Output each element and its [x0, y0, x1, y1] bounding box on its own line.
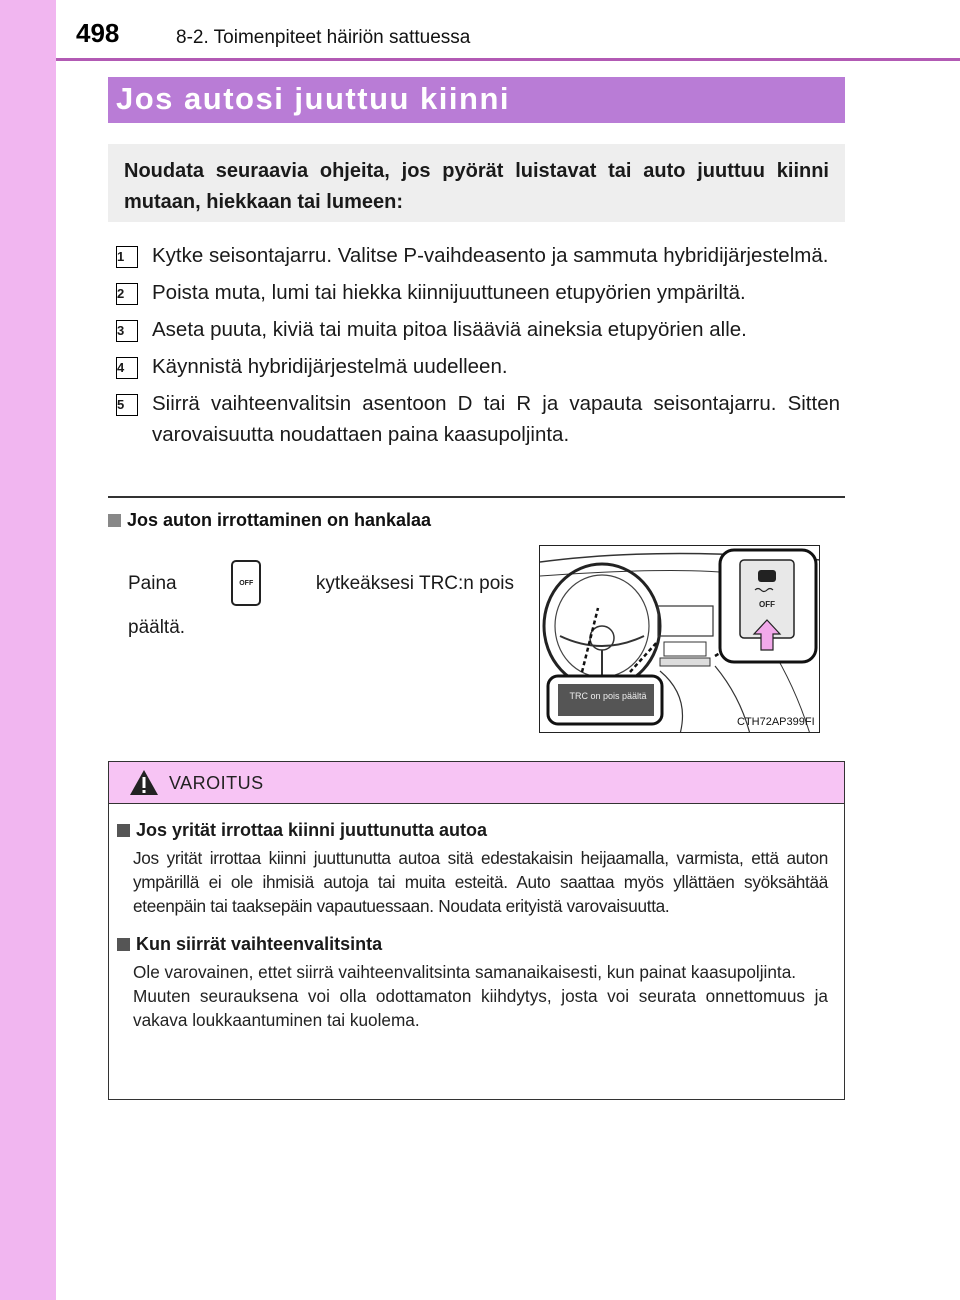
subsection-title: Jos auton irrottaminen on hankalaa — [127, 510, 432, 530]
step-text: Käynnistä hybridijärjestelmä uudelleen. — [152, 355, 508, 378]
square-bullet-icon — [117, 824, 130, 837]
warning-paragraph: Muuten seurauksena voi olla odottamaton kiihdytys, josta voi seurata onnettomuus ja vakava loukkaantuminen tai kuolema. — [133, 986, 828, 1030]
spacer — [117, 918, 828, 934]
step-item — [116, 240, 840, 271]
warning-label: VAROITUS — [169, 773, 264, 793]
step-text: Poista muta, lumi tai hiekka kiinnijuuttuneen etupyörien ympäriltä. — [152, 281, 746, 304]
trc-instruction — [128, 560, 514, 649]
warning-header — [109, 762, 844, 804]
square-bullet-icon — [117, 938, 130, 951]
dashboard-illustration — [540, 546, 820, 733]
step-number-badge: 5 — [116, 394, 138, 416]
side-color-band — [0, 0, 56, 1300]
trc-text-after: kytkeäksesi TRC:n pois — [315, 572, 514, 594]
step-item — [116, 351, 840, 382]
trc-text-before: Paina — [128, 572, 177, 594]
warning-box — [108, 761, 845, 1100]
warning-paragraph: Ole varovainen, ettet siirrä vaihteenvalitsinta samanaikaisesti, kun painat kaasupoljinta. — [133, 962, 797, 982]
dashboard-figure — [539, 545, 820, 733]
warning-heading-text: Jos yrität irrottaa kiinni juuttunutta autoa — [136, 820, 488, 840]
section-divider — [108, 496, 845, 498]
step-text: Kytke seisontajarru. Valitse P-vaihdeasento ja sammuta hybridijärjestelmä. — [152, 244, 829, 267]
step-number-badge: 3 — [116, 320, 138, 342]
step-number-badge: 4 — [116, 357, 138, 379]
step-item — [116, 388, 840, 450]
step-number-badge: 1 — [116, 246, 138, 268]
square-bullet-icon — [108, 514, 121, 527]
step-number-badge: 2 — [116, 283, 138, 305]
intro-box — [108, 144, 845, 222]
warning-item-heading — [117, 820, 828, 841]
warning-paragraph: Jos yrität irrottaa kiinni juuttunutta autoa sitä edestakaisin heijaamalla, varmista, että auton ympärillä ei ole ihmisiä autoja tai muita esteitä. Auto saattaa myös yllättäen syöksähtää eteenpäin tai taaksepäin vapautuessaan. Noudata erityistä varovaisuutta. — [133, 848, 828, 916]
chapter-title: 8-2. Toimenpiteet häiriön sattuessa — [176, 27, 471, 48]
step-item — [116, 277, 840, 308]
trc-instruction-line — [128, 560, 514, 606]
steps-list — [116, 240, 840, 456]
figure-code: CTH72AP399FI — [737, 716, 815, 728]
figure-display-text: TRC on pois päältä — [569, 691, 647, 701]
warning-triangle-icon — [129, 769, 159, 796]
warning-body — [109, 804, 844, 1032]
figure-off-label: OFF — [759, 600, 775, 609]
subsection-heading — [108, 510, 431, 531]
header-rule — [56, 58, 960, 61]
step-text: Aseta puuta, kiviä tai muita pitoa lisääviä aineksia etupyörien alle. — [152, 318, 747, 341]
trc-button-off-label: OFF — [239, 579, 254, 587]
step-text: Siirrä vaihteenvalitsin asentoon D tai R ja vapauta seisontajarru. Sitten varovaisuutta noudattaen paina kaasupoljinta. — [152, 392, 840, 446]
intro-text: Noudata seuraavia ohjeita, jos pyörät luistavat tai auto juuttuu kiinni mutaan, hiekkaan tai lumeen: — [124, 160, 829, 213]
step-item — [116, 314, 840, 345]
page-number: 498 — [76, 18, 120, 48]
warning-item-heading — [117, 934, 828, 955]
section-title-bar — [108, 77, 845, 123]
trc-text-line2: päältä. — [128, 617, 186, 638]
section-title: Jos autosi juuttuu kiinni — [116, 81, 510, 116]
warning-heading-text: Kun siirrät vaihteenvalitsinta — [136, 934, 383, 954]
trc-off-button-icon — [231, 560, 261, 606]
